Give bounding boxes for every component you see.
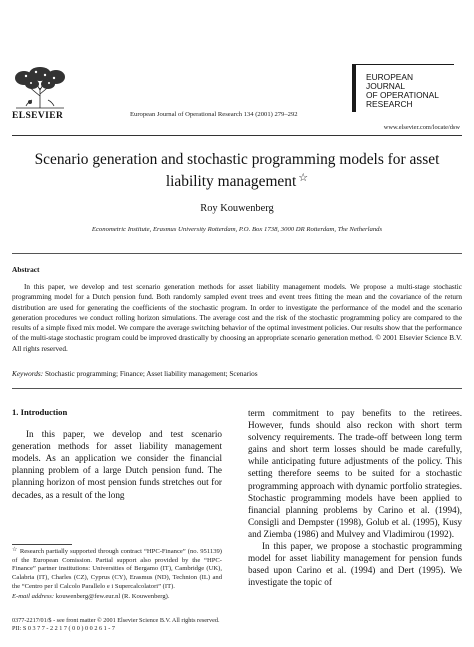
publication-info [12,617,312,634]
journal-url-link[interactable]: www.elsevier.com/locate/dsw [383,124,460,131]
intro-paragraph-right-1: term commitment to pay benefits to the retirees. However, funds should also reckon with short term solvency requirements. The trade-off between long term gains and short term losses should be made carefully, while anticipating future adjustments of the policy. This setting therefore seems to be suited for a stochastic programming approach with dynamic portfolio strategies. Stochastic programming models have been applied to financial planning problems by Carino et al. (1994), Consigli and Dempster (1998), Golub et al. (1995), Kusy and Ziemba (1986) and Mulvey and Vladimirou (1992). [248,408,462,539]
pii-line: PII: S 0 3 7 7 - 2 2 1 7 ( 0 0 ) 0 0 2 6 1 - 7 [12,625,115,633]
footnote [12,546,222,601]
intro-paragraph-right-2: In this paper, we propose a stochastic programming model for asset liability management for pension funds based upon Carino et al. (1994) and Dert (1995). We investigate the topic of [248,541,462,588]
footnote-email-line [12,593,222,602]
footnote-divider [12,544,72,545]
elsevier-tree-icon [12,66,68,110]
title-line-1: Scenario generation and stochastic programming models for asset [34,151,440,168]
article-title [20,150,454,191]
email-address[interactable]: kouwenberg@few.eur.nl (R. Kouwenberg). [55,592,170,600]
journal-badge [352,64,454,112]
title-footnote-star[interactable]: ☆ [298,172,309,184]
author-name: Roy Kouwenberg [200,203,274,214]
journal-badge-line: EUROPEAN [366,72,414,82]
email-label: E-mail address: [12,592,55,600]
abstract-heading: Abstract [12,265,40,274]
elsevier-logo [12,66,68,121]
journal-badge-line: OF OPERATIONAL [366,90,439,100]
author-affiliation: Econometric Institute, Erasmus University Rotterdam, P.O. Box 1738, 3000 DR Rotterdam, The Netherlands [91,226,383,233]
keywords-label: Keywords: [12,370,44,378]
keywords-list: Stochastic programming; Finance; Asset liability management; Scenarios [44,370,258,378]
publisher-name: ELSEVIER [12,111,64,121]
abstract-top-divider [12,253,462,254]
title-line-2: liability management [165,173,297,190]
abstract-text: In this paper, we develop and test scenario generation methods for asset liability management models. We propose a multi-stage stochastic programming model for a Dutch pension fund. Both randomly sampled event trees and event trees fitting the mean and the covariance of the return distribution are used for generating the coefficients of the stochastic program. In order to investigate the performance of the model and the scenario generation procedures we conduct rolling horizon simulations. The average cost and the risk of the stochastic programming policy are compared to the results of a simple fixed mix model. We compare the average switching behavior of the optimal investment policies. Our results show that the performance of the multi-stage stochastic program could be improved drastically by choosing an appropriate scenario generation method. © 2001 Elsevier Science B.V. All rights reserved. [12,283,462,353]
header-divider [12,135,462,136]
journal-badge-line: RESEARCH [366,99,413,109]
left-column [12,406,222,501]
journal-badge-line: JOURNAL [366,81,406,91]
journal-reference: European Journal of Operational Research 134 (2001) 279–292 [130,111,298,118]
footnote-star: ☆ [12,547,18,553]
intro-paragraph-left: In this paper, we develop and test scenario generation methods for asset liability management models. As an application we consider the financial planning problem of a large Dutch pension fund. The planning horizon of most pension funds stretches out for decades, as a result of the long [12,429,222,500]
footnote-text: Research partially supported through contract “HPC-Finance” (no. 951139) of the European Comission. Partial support also provided by the “HPC-Finance” partner institutions: Universities of Bergamo (IT), Cambridge (UK), Calabria (IT), Charles (CZ), Cyprus (CY), Erasmus (ND), Technion (IL) and the “Centro per il Calcolo Parallelo e i Supercalcolatori” (IT). [12,548,222,590]
copyright-line: 0377-2217/01/$ - see front matter © 2001 Elsevier Science B.V. All rights reserved. [12,617,220,624]
abstract-bottom-divider [12,388,462,389]
section-heading: 1. Introduction [12,407,68,417]
keywords-line [12,370,462,378]
right-column [248,407,462,588]
